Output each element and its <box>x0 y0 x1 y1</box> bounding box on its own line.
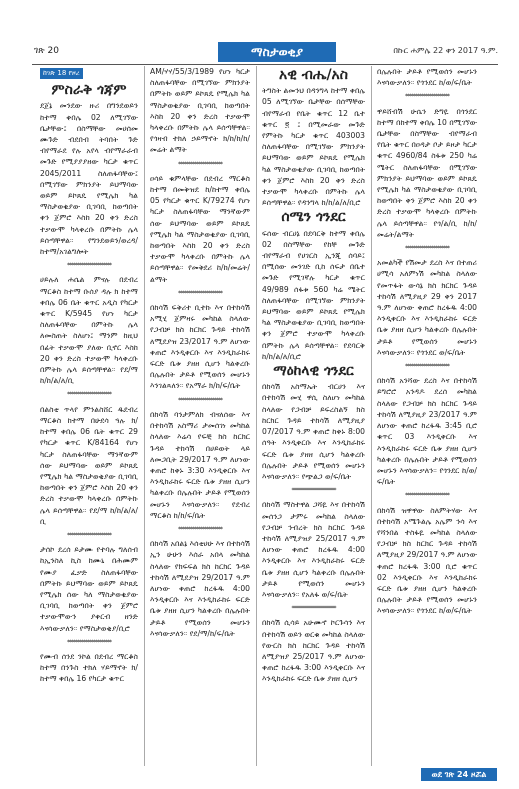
separator: ********************** <box>178 289 222 297</box>
region-headline: አዊ ብሔ/አስ <box>279 67 348 83</box>
notice: በከሳሽ አስማኤት ብርሀን እና በተከሳሽ መሂ ዋሲ ስለሆነ መካከል ስላለው የጋብቻ ይፍረስልኝ ክስ ከርክር ጉዳይ ተከሳሽ ለሚያዚያ 07/2017 ዓ.ም ቀጠሮ ከቀኑ 8:00 ሰዓት እንዲቀርቡ እና እንዲከራከሩ ፍርድ ቤቱ ያዘዘ ሲሆን ካልቀረቡ በሌሉበት ታይቶ የሚወሰን መሆኑን እናሳውቃለን። የጭልጋ ወ/ፍ/ቤት <box>262 382 365 481</box>
notice: ፍሰው ብርሀኔ በደባርቅ ከተማ ቀበሌ 02 በስማቸው የከቸ መጉድ ብየማራብ የሀገርስ ኢንጂ ሰባይ፤ በሚሰው መንገድ ቢከ ሰፍታ በቤተ መጉድ የሚገኛሉ ካርታ ቁጥር 49/989 ሰፋቱ 560 ካሬ ሜትር ስለጠፋባቸው በሚገኘው ምክንያት ይህማባው ወይም ይኮጸዴ የሚሌክ ካል ማስታወቂያው ቢገባቢ ከወጣበት ቀን ጀምሮ ተቃውሞ ካላቀረቡ በምትኩ ሌላ ይሰጣቸዋል። የደባርቅ ከ/ከ/ል/ለ/ቢሮ <box>262 228 365 361</box>
region-headline: ምስራቅ ጎጃም <box>51 82 127 99</box>
region-headline: ሰሜን ጎንደር <box>281 209 346 226</box>
notice: ታሰኮ ደረሰ ይታሙ የተባሉ ግለሰብ ከኢንስለ ኪስ ከሙኒ በሕሙም የሙያ ፈቃድ ስለጠፋባቸው በምትኩ ይህማባው ወይም ይኮጸዴ የሚሌክ ሰው ካለ ማስታወቂያው ቢገባቢ ከወጣበት ቀን ጀምሮ ተቃውሞውን ያቀርብ ዘንድ እናሳውቃለን። የማስታወቂያ/ቢሮ <box>40 545 138 633</box>
continued-from-tag: ከገጽ 18 የዞረ <box>40 68 83 79</box>
notice: ደጀኔ መንደው ዙሪ በግንደወይን ከተማ ቀበሌ 02 ለሚገኘው ቤታቸው፤ በስማቸው መሀሰመ ሙጉድ ብደበብ ትባበት ጉድ ብየማራደ የሉ አየላ ብየማራራብ መጉድ የሚያያያዘው ካርታ ቁጥር 2045/2011 ስለጠፋባቸው፤ በሚገኘው ምክንያት ይህማባው ወይም ይኮጸዴ የሚሌክ ካል ማስታወቂያው ቢገባቢ ከወጣበት ቀን ጀምሮ እስከ 20 ቀን ድረስ ተቃውሞ ካላቀረቡ በምትኩ ሌላ ይሰጣቸዋል። የግንደወይን/ወረዳ/ከተማ/አገልግሎት <box>40 101 138 257</box>
page-header <box>32 42 498 64</box>
notice: በከሳሽ ፍቅሪተ ቢተኩ እና በተከሳሽ አሚሂ ጀምዛሩ መካከል ስላለው የጋብቻ ክስ ከርክር ጉዳይ ተከሳሽ ለሚደያዝ 23/2017 ዓ.ም ለሆነው ቀጠሮ እንዲቀርቡ እና እንዲከራከሩ ፍርድ ቤቱ ያዘዘ ሲሆን ካልቀረቡ በሌሉበት ታይቶ የሚወሰን መሆኑን እንገልጻለን። የአማራ ክ/ከ/ፍ/ቤት <box>150 303 250 391</box>
notice: በከሳሽ ዝዋዋው ስለምትሃው እና በተከሳሽ አሜጉልሌ አሌም ንሳ እና የሻንበል ተስፋዬ መካከል ስላለው የጋብቻ ክስ ከርክር ጉዳይ ተከሳሽ ለሚያዚያ 29/2017 ዓ.ም ለሆነው ቀጠሮ ከረፋዱ 3:00 ቢሮ ቁጥር 02 እንዲቀርቡ እና እንዲከራከሩ ፍርድ ቤቱ ያዘዘ ሲሆን ካልቀረቡ በሌሉበት ታይቶ የሚወሰን መሆኑን እናሳውቃለን። የጎንደር ከ/ወ/ፍ/ቤት <box>377 505 477 616</box>
separator: ********************** <box>67 638 111 646</box>
notice: በከሳሽ ማስተዋል ጋሻዬ እና በተከሳሽ መሰንጋ ታምሩ መካከል ስላለው የጋብቻ ንብረት ክስ ከርክር ጉዳይ ተከሳሽ ለሚያዝያ 25/2017 ዓ.ም ለሆነው ቀጠሮ ከረፋዱ 4:00 እንዲቀርቡ እና እንዲከራከሩ ፍርድ ቤቱ ያዘዘ ሲሆን ካልቀረቡ በሌሉበት ታይቶ የሚወሰን መሆኑን እናሳውቃለን። የአለፋ ወ/ፍ/ቤት <box>262 500 365 599</box>
notice: በሌሉበት ታይቶ የሚወሰን መሆኑን እናሳውቃለን። የጎንደር ከ/ወ/ፍ/ቤት <box>377 67 477 88</box>
separator: ********************** <box>178 396 222 404</box>
column-divider <box>371 66 372 766</box>
notice: ሀይሉለ ሐሴል ምናሉ በደብረ ማርቆስ ከተማ ቡሰያ ዳሉ ክ ከተማ ቀበሌ 06 ቤት ቁጥር አዲስ የካርታ ቁጥር K/5945 የሆነ ካርታ ስለጠፋባቸው በምትኩ ሌላ ለመስጠት ስለሆነ፤ ማንም ከዚህ በፊት ተቃውሞ ያለው ቢኖር እስከ 20 ቀን ድረስ ተቃውሞ ካላቀረቡ በምትኩ ሌላ ይሰጣቸዋል። የደ/ማ ከ/ከ/ል/ለ/ቢ <box>40 275 138 386</box>
separator: ********************** <box>67 391 111 399</box>
continued-to-tag: ወደ ገጽ 24 ዞሯል <box>421 768 497 781</box>
issue-date: በኩር ሐምሌ 22 ቀን 2017 ዓ.ም. <box>393 46 498 55</box>
notice: በልስቲ ጥላየ ምንልስሸር ዱደብረ ማርቆስ ከተማ በሁደሳ ጓሉ ክ/ ከተማ ቀበሌ 06 ቤት ቁጥር 29 የካርታ ቁጥር K/84164 የሆነ ካርታ ስለጠፋባቸው ማንኛውም ሰው ይህማባው ወይም ይኮጸዴ የሚሌክ ካል ማስታወቂያው ቢገባቢ ከወጣበት ቀን ጀምሮ እስከ 20 ቀን ድረስ ተቃውሞ ካላቀረቡ በምትኩ ሌላ ይሰጣቸዋል። የደ/ማ ከ/ከ/ል/ለ/ቢ <box>40 404 138 526</box>
notice: የሙብ ሰንደ ንኮል በደብረ ማርቆስ ከተማ በንጉስ ተክለ ሃይማኖት ክ/ ከተማ ቀበሌ 16 የካርታ ቁጥር <box>40 651 138 684</box>
notice: ዋይሸብሽ ሁሴን ድግዬ በጎንደር ከተማ በከተማ ቀበሌ 10 በሚገኘው ቤታቸው በስማቸው ብየማራብ የቤት ቁጥር በዐዳታ ቦታ ይዞታ ካርታ ቁጥር 4960/84 ስፋቱ 250 ካሬ ሜትር ስለጠፋባቸው በሚገኘው ምክንያት ይህማባው ወይም ይኮጸዴ የሚሌክ ካል ማስታወቂያው ቢገባቢ ከወጣበት ቀን ጀምሮ እስከ 20 ቀን ድረስ ተቃውሞ ካላቀረቡ በምትኩ ሌላ ይሰጣቸዋል። የጎ/ል/ቢ ከ/ከ/መሬት/ልማት <box>377 106 477 239</box>
separator: ********************** <box>67 262 111 270</box>
column-3 <box>262 66 365 766</box>
notice: በከሳሽ አንሻው ደረስ እና በተከሳሽ ይግሮሮ አንዳዶ ደረሰ መካከል ስላለው የጋብቻ ክስ ከርክር ጉዳይ ተከሳሽ ለሚያዚያ 23/2017 ዓ.ም ለሆነው ቀጠሮ ከረፋዱ 3:45 ቢሮ ቁጥር 03 እንዲቀርቡ እና እንዲከራከሩ ፍርድ ቤቱ ያዘዘ ሲሆን ካልቀረቡ በሌሉበት ታይቶ የሚወሰን መሆኑን እናሳውቃለን። የጎንደር ከ/ወ/ፍ/ቤት <box>377 376 477 487</box>
separator: ********************** <box>67 531 111 539</box>
column-divider <box>144 66 145 766</box>
notice: በከሳሽ ባንታምለክ ብናለሰው እና በተከሳሽ አስማሪ ታመሰገነ መካከል ስላለው እሬሳ የፍቺ ክስ ከርክር ጉዳይ ተከሳሽ በሀይወት ላይ ለመጋቢት 29/2017 ዓ.ም ለሆነው ቀጠሮ ከቀኑ 3:30 እንዲቀርቡ እና እንዲከራከሩ ፍርድ ቤቱ ያዘዘ ሲሆን ካልቀረቡ በሌሉበት ታይቶ የሚወሰን መሆኑን እናሳውቃለን። የደብረ ማርቆስ ከ/ከ/ፍ/ቤት <box>150 409 250 520</box>
column-1 <box>40 66 138 766</box>
notice: በከሳሽ ሲሳይ አሁሙኖ ኮርጉሳን እና በተከሳሽ ወይን ወርቁ መካከል ስላለው የውርስ ክስ ከርክር ጉዳይ ተከሳሽ ለሚያዝያ 25/2017 ዓ.ም ለሆነው ቀጠሮ ከረፋዱ 3:00 እንዲቀርቡ እና እንዲከራከሩ ፍርድ ቤቱ ያዘዘ ሲሆን <box>262 618 365 684</box>
separator: ********************** <box>405 93 449 101</box>
column-2 <box>150 66 250 766</box>
notice: AM/ሃሃ/55/3/1989 የሆነ ካርታ ስለጠፋባቸው በሚገኘው ምክንያት በምትኩ ወይም ይኮጸዴ የሚሌክ ካል ማስታወቂያው ቢገባቢ ከወጣበት እስከ 20 ቀን ድረስ ተቃውሞ ካላቀረቡ በምትኩ ሌላ ይሰጣቸዋል። የጎዛብ ተክለ ኃይማኖት ክ/ከ/ከ/ከ/መሬት ልማት <box>150 67 250 155</box>
notice: በከሳሽ አበልኔ እሰቲሀሁ እና በተከሳሽ ኢን ሁሁን እሰራ አበላ መካከል ስላለው የክፍፍል ክስ ከርክር ጉዳይ ተከሳሽ ለሚደያዝ 29/2017 ዓ.ም ለሆነው ቀጠሮ ከረፋዱ 4:00 እንዲቀርቡ እና እንዲከራከሩ ፍርድ ቤቱ ያዘዘ ሲሆን ካልቀረቡ በሌሉበት ታይቶ የሚወሰን መሆኑን እናሳውቃለን። የደ/ማ/ከ/ፍ/ቤት <box>150 539 250 638</box>
notice: ትግስት ልመንህ በዳንግላ ከተማ ቀበሌ 05 ለሚገኘው ቤታቸው በሰማቸው ብየማራብ የቤት ቁጥር 12 ቤተ ቁጥር ፬ ፤ በሚመራው መጉድ የምትኩ ካርታ ቁጥር 403003 ስለጠፋባቸው በሚገኘው ምክንያት ይህማባው ወይም ይኮጸዴ የሚሌክ ካል ማስታወቂያው ቢገባቢ ከወጣበት ቀን ጀምሮ እስከ 20 ቀን ድረስ ተቃውሞ ካላቀረቡ በምትኩ ሌላ ይሰጣቸዋል። የዳንግላ ከ/ከ/ል/ለ/ቢሮ <box>262 86 365 208</box>
notice: አመልካች የሽመታ ደረስ እና በተጠሪ ሀሚሳ አለምነሽ መካከል ስላለው የመጥፋት ውሳኔ ክስ ክርክር ጉዳይ ተከሳሽ ለሚያዚያ 29 ቀን 2017 ዓ.ም ለሆነው ቀጠሮ ከረፋዱ 4:00 እንዲቀርቡ እና እንዲከራከሩ ፍርድ ቤቱ ያዘዘ ሲሆን ካልቀረቡ በሌሉበት ታይቶ የሚወሰን መሆኑን እናሳውቃለን። የጎንደር ወ/ፍ/ቤት <box>377 258 477 357</box>
page-number: ገጽ 20 <box>34 46 60 56</box>
separator: ********************** <box>405 363 449 371</box>
separator: ********************** <box>405 492 449 500</box>
separator: ********************** <box>178 525 222 533</box>
section-masthead: ማስታወቂያ <box>218 42 336 62</box>
separator: ********************** <box>291 605 336 613</box>
separator: ********************** <box>291 487 336 495</box>
column-divider <box>256 66 257 766</box>
header-rule <box>32 64 498 65</box>
region-headline: ማዕከላዊ ጎንደር <box>273 363 354 380</box>
notice: ዐሳይ ቁምላቸው በደብረ ማርቆስ ከተማ በመቅዝደ ከ/ከተማ ቀበሌ 05 የካርታ ቁጥር K/79274 የሆነ ካርታ ስለጠፋባቸው ማንኛውም ሰው ይህማባው ወይም ይኮጸዴ የሚሌክ ካል ማስታወቂያው ቢገባቢ ከወጣበት እስከ 20 ቀን ድረስ ተቃውሞ ካላቀረቡ በምትኩ ሌላ ይሰጣቸዋል። የመቅደሪ ከ/ከ/መሬት/ልማት <box>150 173 250 284</box>
separator: ********************** <box>178 160 222 168</box>
separator: ********************** <box>405 245 449 253</box>
column-4 <box>377 66 477 766</box>
